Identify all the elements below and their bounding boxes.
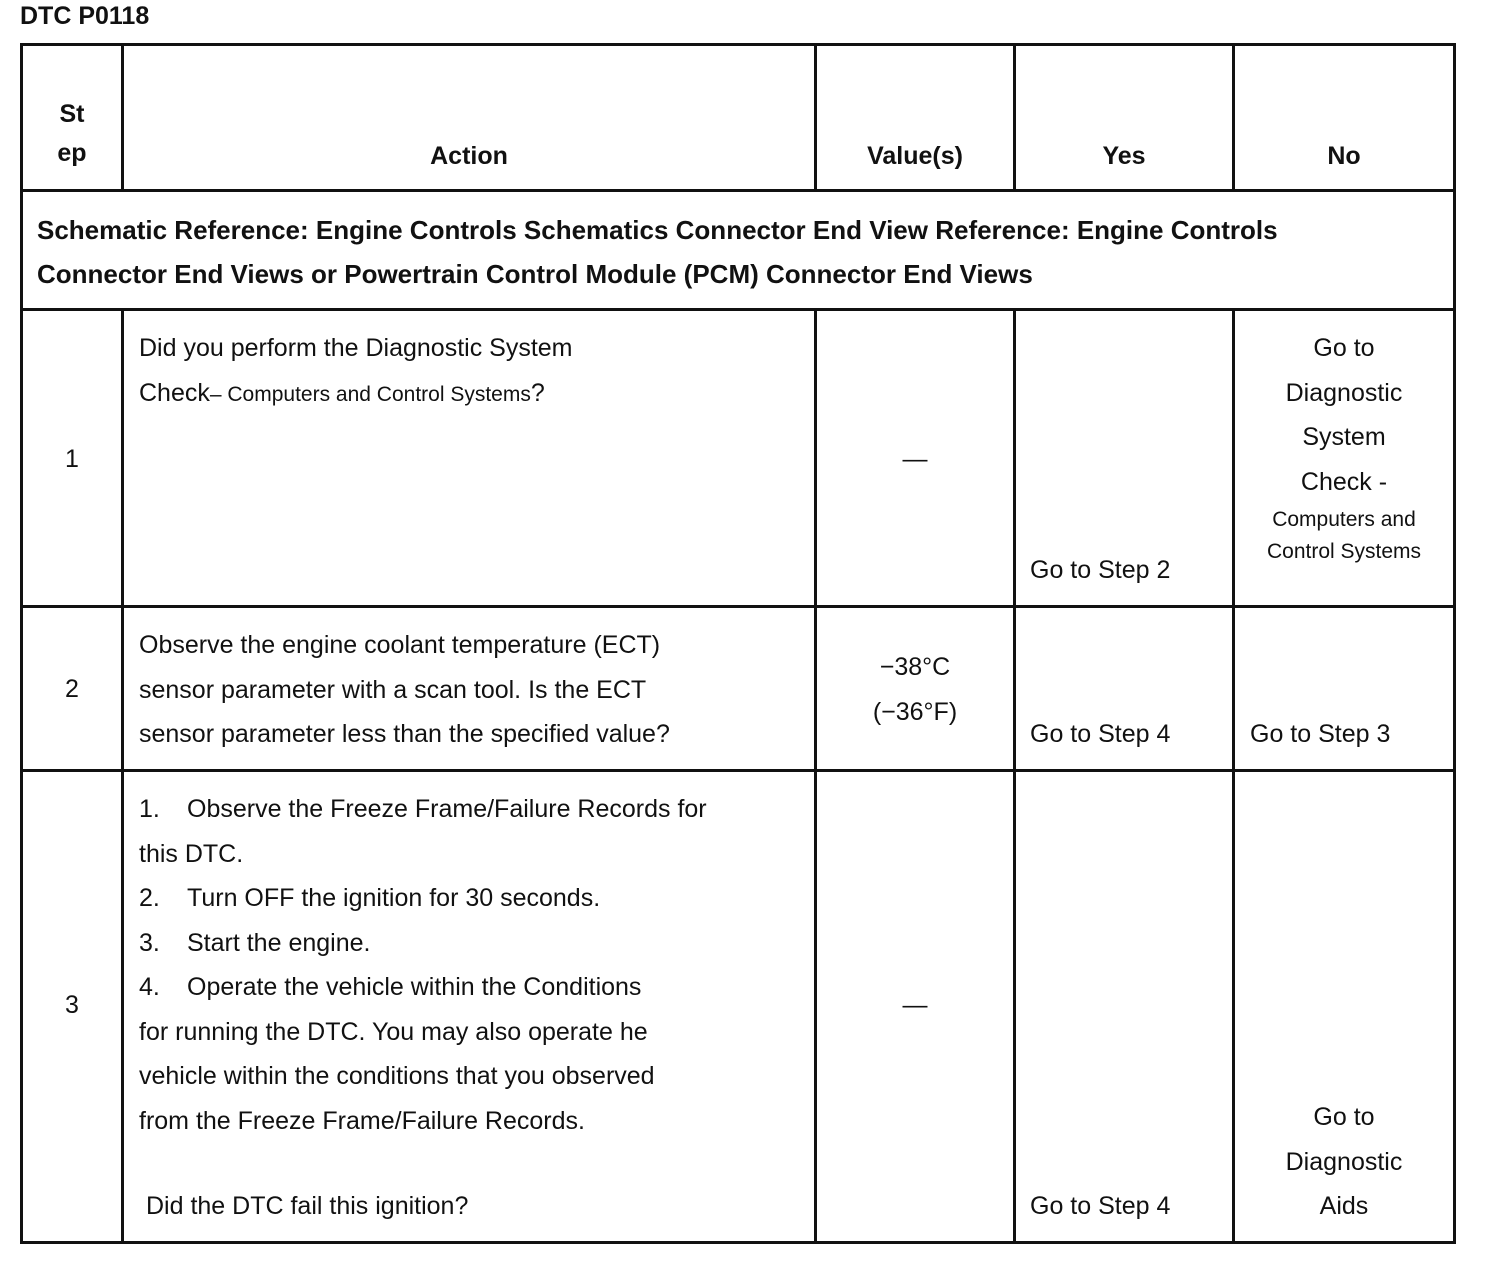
row1-value: — bbox=[902, 445, 928, 473]
header-step-line2: ep bbox=[57, 139, 87, 167]
table-border-bottom bbox=[20, 1241, 1456, 1244]
row1-action-check: Check bbox=[139, 378, 210, 407]
row1-divider bbox=[20, 605, 1456, 608]
row1-action-question: ? bbox=[530, 378, 545, 407]
list-item-text: Observe the Freeze Frame/Failure Records for bbox=[187, 795, 707, 823]
list-item-continuation: this DTC. bbox=[139, 839, 244, 868]
row1-action-link[interactable]: – Computers and Control Systems bbox=[209, 382, 531, 406]
diagnostic-table bbox=[20, 43, 1456, 1244]
page-title: DTC P0118 bbox=[20, 2, 150, 30]
row3-action bbox=[139, 787, 809, 1143]
col-divider-value bbox=[1013, 308, 1016, 1244]
row1-action-line1: Did you perform the Diagnostic System bbox=[139, 334, 573, 362]
row1-action-line2 bbox=[139, 371, 809, 418]
header-values: Value(s) bbox=[867, 142, 963, 170]
list-item-continuation: for running the DTC. You may also operate he bbox=[139, 1017, 648, 1046]
row3-no-line1: Go to bbox=[1313, 1103, 1375, 1131]
list-item-continuation: vehicle within the conditions that you observed bbox=[139, 1062, 655, 1090]
row2-action-line2: sensor parameter with a scan tool. Is the ECT bbox=[139, 675, 647, 704]
header-step bbox=[23, 95, 121, 173]
reference-divider bbox=[20, 308, 1456, 311]
list-item-number: 4. bbox=[139, 973, 160, 1001]
schematic-reference bbox=[37, 208, 1437, 296]
list-item-text: Start the engine. bbox=[187, 928, 371, 957]
row1-no-line2: Diagnostic bbox=[1285, 378, 1403, 407]
row2-step: 2 bbox=[65, 675, 79, 703]
row3-no[interactable] bbox=[1235, 1095, 1453, 1229]
row2-action-line1: Observe the engine coolant temperature (ECT) bbox=[139, 631, 661, 659]
list-item-number: 1. bbox=[139, 795, 160, 823]
list-item-text: Operate the vehicle within the Conditions bbox=[187, 973, 642, 1001]
row3-yes[interactable]: Go to Step 4 bbox=[1030, 1192, 1171, 1220]
list-item bbox=[139, 965, 809, 1010]
row2-divider bbox=[20, 769, 1456, 772]
row3-no-line2: Diagnostic bbox=[1285, 1147, 1403, 1176]
table-border-top bbox=[20, 43, 1456, 46]
header-no: No bbox=[1327, 142, 1361, 170]
row1-no-line4: Check - bbox=[1300, 467, 1388, 496]
row1-no-line1: Go to bbox=[1313, 334, 1375, 362]
list-item bbox=[139, 787, 809, 832]
table-border-left bbox=[20, 43, 23, 1244]
row1-step: 1 bbox=[65, 445, 79, 473]
header-step-line1: St bbox=[59, 100, 85, 128]
row2-yes[interactable]: Go to Step 4 bbox=[1030, 720, 1171, 748]
reference-line2: Connector End Views or Powertrain Control Module (PCM) Connector End Views bbox=[37, 259, 1033, 289]
col-divider-step bbox=[121, 308, 124, 1244]
row2-value-fahrenheit: (−36°F) bbox=[872, 697, 958, 726]
row2-value-celsius: −38°C bbox=[879, 653, 951, 681]
row2-value bbox=[817, 645, 1013, 734]
row3-step: 3 bbox=[65, 991, 79, 1019]
row1-yes[interactable]: Go to Step 2 bbox=[1030, 556, 1171, 584]
row1-no-line3: System bbox=[1302, 423, 1386, 451]
row1-no[interactable] bbox=[1235, 326, 1453, 568]
reference-line1: Schematic Reference: Engine Controls Schematics Connector End View Reference: Engine Controls bbox=[37, 215, 1278, 245]
list-item bbox=[139, 921, 809, 966]
list-item-text: Turn OFF the ignition for 30 seconds. bbox=[187, 884, 601, 912]
row1-no-line5: Computers and bbox=[1272, 508, 1416, 531]
row3-value: — bbox=[902, 991, 928, 1019]
header-action: Action bbox=[430, 142, 508, 170]
row1-action bbox=[139, 326, 809, 417]
list-item-continuation: from the Freeze Frame/Failure Records. bbox=[139, 1106, 585, 1135]
list-item bbox=[139, 876, 809, 921]
row2-action-line3: sensor parameter less than the specified value? bbox=[139, 720, 670, 748]
row2-no[interactable]: Go to Step 3 bbox=[1250, 720, 1391, 748]
row1-no-line6: Control Systems bbox=[1266, 540, 1422, 563]
header-divider bbox=[20, 189, 1456, 192]
list-item-number: 2. bbox=[139, 884, 160, 912]
row3-no-line3: Aids bbox=[1319, 1192, 1369, 1220]
header-yes: Yes bbox=[1102, 142, 1146, 170]
list-item-number: 3. bbox=[139, 928, 160, 957]
table-border-right bbox=[1453, 43, 1456, 1244]
row2-action bbox=[139, 623, 809, 757]
row3-question: Did the DTC fail this ignition? bbox=[146, 1192, 469, 1220]
